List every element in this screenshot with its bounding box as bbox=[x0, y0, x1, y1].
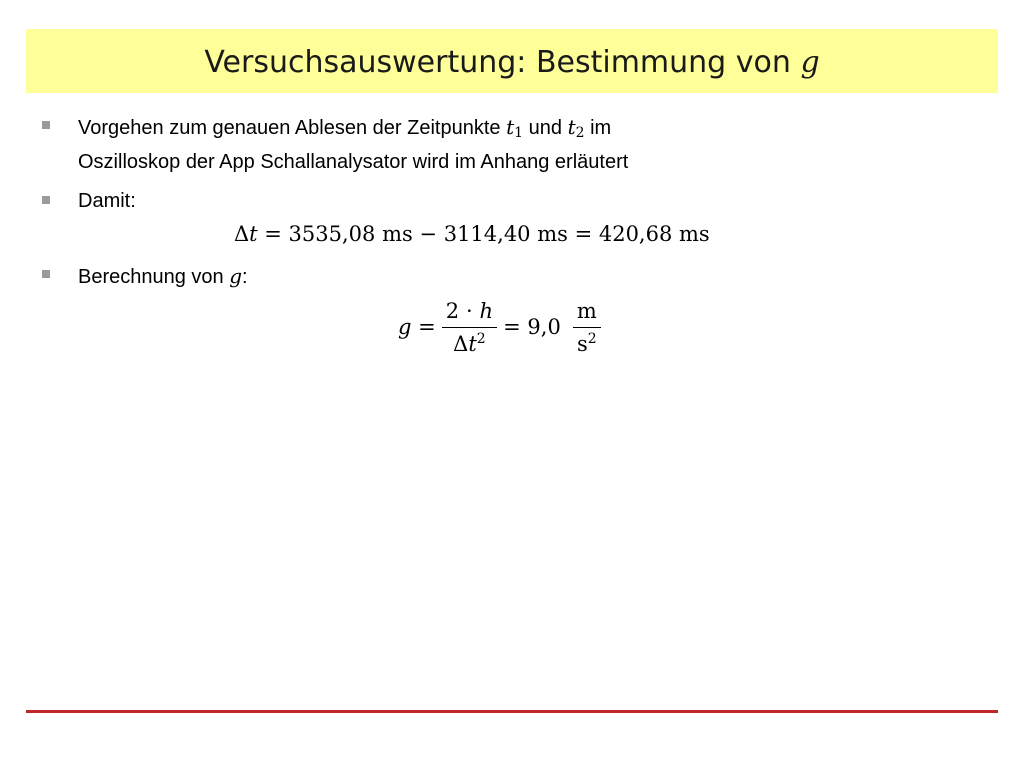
fraction-2h-over-dt2 bbox=[442, 299, 497, 356]
title-variable: g bbox=[800, 44, 820, 80]
bullet-1-im: im bbox=[590, 117, 612, 139]
fraction-denominator bbox=[449, 328, 490, 356]
bottom-divider bbox=[26, 710, 998, 713]
t1-subscript: 1 bbox=[514, 125, 524, 141]
fraction-numerator: 2 ⋅ ℎ bbox=[442, 299, 497, 328]
bullet-3-colon: : bbox=[242, 266, 248, 288]
title-bar bbox=[26, 29, 998, 93]
t2-variable: t bbox=[567, 115, 576, 139]
bullet-1-line-1 bbox=[78, 115, 611, 142]
bullet-square-icon bbox=[42, 121, 50, 129]
equation-g bbox=[398, 292, 607, 362]
bullet-square-icon bbox=[42, 270, 50, 278]
t2-subscript: 2 bbox=[575, 125, 585, 141]
bullet-1-line-2: Oszilloskop der App Schallanalysator wird im Anhang erläutert bbox=[78, 151, 629, 173]
equation-delta-t: Δ𝑡 = 3535,08 ms − 3114,40 ms = 420,68 ms bbox=[234, 222, 710, 246]
bullet-square-icon bbox=[42, 196, 50, 204]
bullet-3-label: Berechnung von bbox=[78, 266, 224, 288]
unit-fraction bbox=[573, 299, 601, 356]
unit-numerator: m bbox=[573, 299, 601, 328]
g-variable: g bbox=[229, 264, 243, 288]
t1-variable: t bbox=[506, 115, 515, 139]
bullet-1-and: und bbox=[528, 117, 562, 139]
equation-g-value: = 9,0 bbox=[503, 315, 561, 339]
equation-g-lhs: 𝑔 = bbox=[398, 315, 436, 339]
bullet-2-text: Damit: bbox=[78, 190, 136, 212]
title-text: Versuchsauswertung: Bestimmung von bbox=[204, 44, 791, 80]
denominator-exponent: 2 bbox=[476, 330, 486, 347]
unit-denominator-exponent: 2 bbox=[587, 330, 597, 347]
bullet-3-text bbox=[78, 264, 248, 289]
unit-denominator-base: s bbox=[576, 331, 588, 356]
denominator-base: Δ𝑡 bbox=[453, 331, 477, 356]
unit-denominator bbox=[573, 328, 601, 356]
bullet-1-text: Vorgehen zum genauen Ablesen der Zeitpunkte bbox=[78, 117, 501, 139]
slide-title bbox=[204, 45, 819, 80]
